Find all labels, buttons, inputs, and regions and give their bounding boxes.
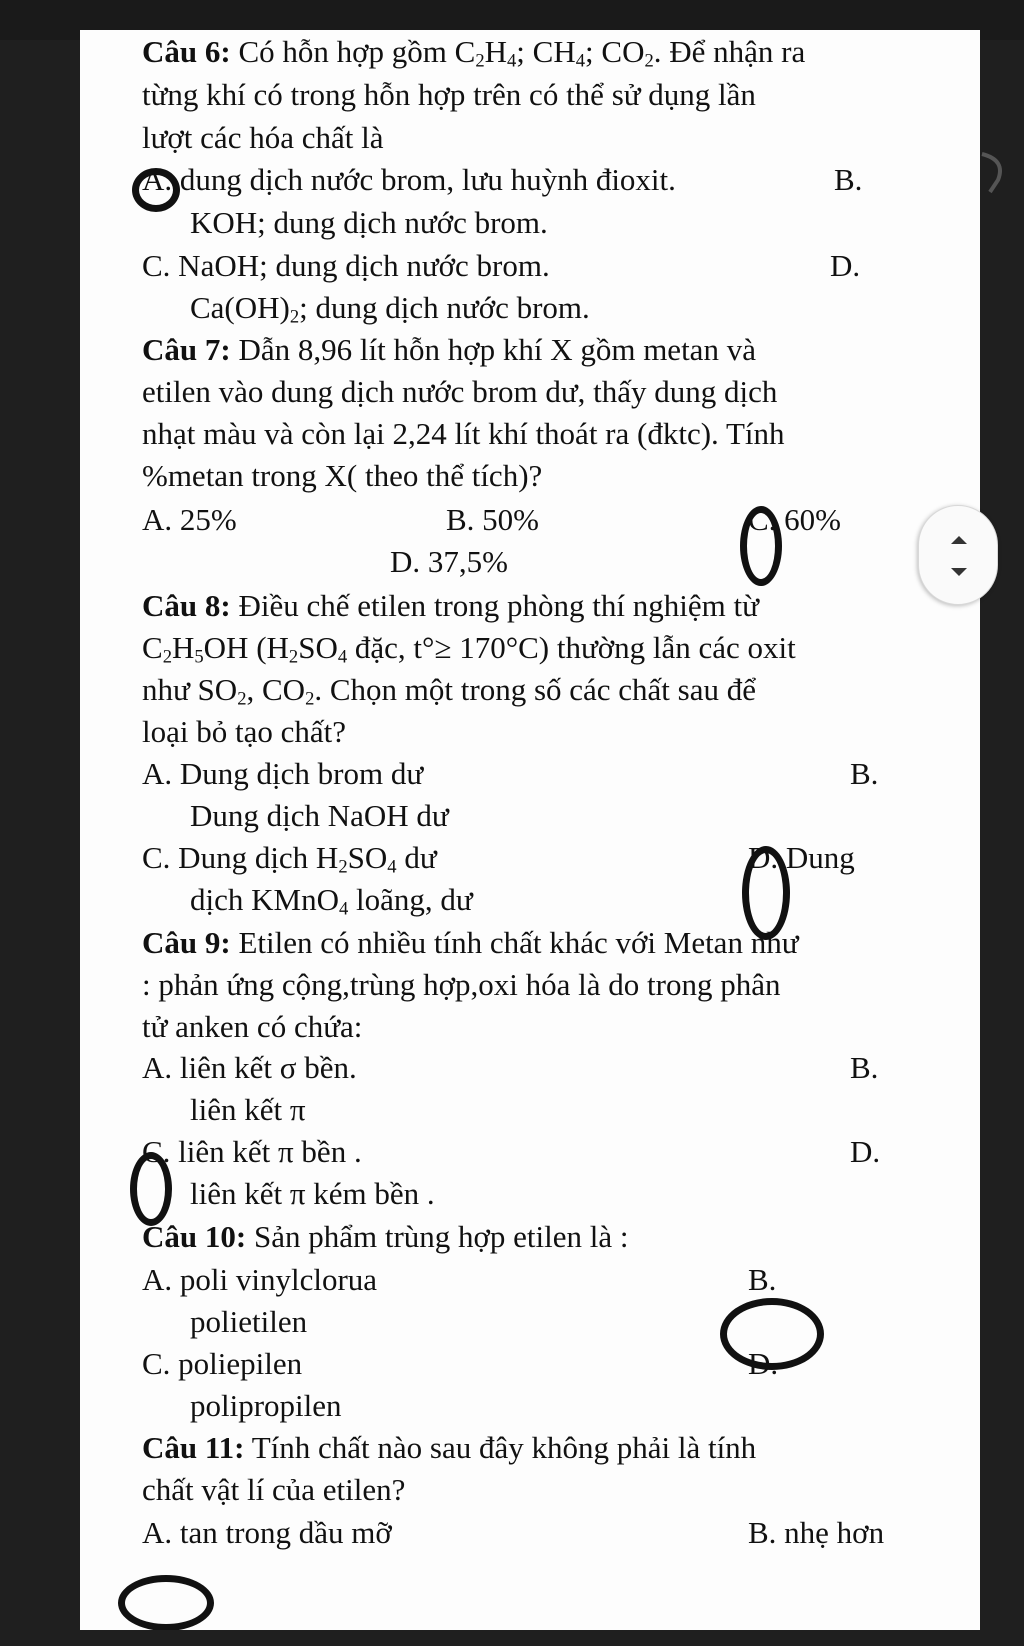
q9-line-1: Câu 9: Etilen có nhiều tính chất khác với Metan như [142,925,799,960]
q9-line-2: : phản ứng cộng,trùng hợp,oxi hóa là do trong phân [142,967,781,1002]
q6-label: Câu 6: [142,34,231,69]
document-page [80,30,980,1630]
q10-option-b-label: B. [748,1262,777,1297]
q9-line-3: tử anken có chứa: [142,1009,363,1044]
q10-label: Câu 10: [142,1219,247,1254]
q6-line-1: Câu 6: Có hỗn hợp gồm $C_2H_4$; $CH_4$; $CO_2$. Để nhận ra [142,34,806,72]
q8-option-b-text: Dung dịch NaOH dư [190,798,449,833]
q6-option-b-label: B. [834,162,863,197]
q9-option-d-text: liên kết π kém bền . [190,1176,435,1211]
q11-option-b: B. nhẹ hơn [748,1515,885,1550]
q11-label: Câu 11: [142,1430,245,1465]
q7-line-3: nhạt màu và còn lại 2,24 lít khí thoát ra (đktc). Tính [142,416,785,451]
q8-line-1: Câu 8: Điều chế etilen trong phòng thí nghiệm từ [142,588,759,623]
q11-line-1: Câu 11: Tính chất nào sau đây không phải là tính [142,1430,757,1465]
q6-option-b-text: KOH; dung dịch nước brom. [190,205,548,240]
q10-option-d-text: polipropilen [190,1388,342,1423]
q9-option-b-label: B. [850,1050,879,1085]
q10-line-1: Câu 10: Sản phẩm trùng hợp etilen là : [142,1219,629,1254]
q9-option-d-label: D. [850,1134,881,1169]
q8-line-3: như $SO_2$, $CO_2$. Chọn một trong số các chất sau để [142,672,757,710]
q11-line-2: chất vật lí của etilen? [142,1472,406,1507]
q8-option-c: C. Dung dịch $H_2SO_4$ dư [142,840,437,878]
q7-option-a: A. 25% [142,502,237,537]
q8-option-b-label: B. [850,756,879,791]
q7-option-c: C. 60% [748,502,841,537]
q8-label: Câu 8: [142,588,231,623]
q7-option-b: B. 50% [446,502,539,537]
scroll-up-down-button[interactable] [918,505,998,605]
q7-line-1: Câu 7: Dẫn 8,96 lít hỗn hợp khí X gồm metan và [142,332,756,367]
q10-option-a: A. poli vinylclorua [142,1262,378,1297]
answer-circle-q11-a [118,1575,214,1630]
q7-option-d: D. 37,5% [390,544,508,579]
up-down-arrows-icon [949,534,969,578]
q9-option-b-text: liên kết π [190,1092,306,1127]
q6-option-a: A. dung dịch nước brom, lưu huỳnh đioxit. [142,162,676,197]
edge-bracket-mark [980,150,1010,200]
q9-option-a: A. liên kết σ bền. [142,1050,357,1085]
q8-option-a: A. Dung dịch brom dư [142,756,424,791]
q8-option-d-label: D. Dung [748,840,855,875]
q6-line-3: lượt các hóa chất là [142,120,384,155]
q7-line-4: %metan trong X( theo thể tích)? [142,458,543,493]
q6-option-c: C. NaOH; dung dịch nước brom. [142,248,550,283]
q6-option-d-text: $Ca(OH)_2$; dung dịch nước brom. [190,290,590,328]
q9-option-c: C. liên kết π bền . [142,1134,362,1169]
q11-option-a: A. tan trong dầu mỡ [142,1515,392,1550]
q7-label: Câu 7: [142,332,231,367]
q8-line-2: $C_2H_5OH$ ($H_2SO_4$ đặc, t°≥ 170°C) thường lẫn các oxit [142,630,796,668]
q6-line-2: từng khí có trong hỗn hợp trên có thể sử dụng lần [142,77,756,112]
q7-line-2: etilen vào dung dịch nước brom dư, thấy dung dịch [142,374,778,409]
q8-option-d-text: dịch KMnO$_4$ loãng, dư [190,882,473,920]
q6-option-d-label: D. [830,248,861,283]
q8-line-4: loại bỏ tạo chất? [142,714,346,749]
q10-option-c: C. poliepilen [142,1346,303,1381]
q9-label: Câu 9: [142,925,231,960]
q10-option-b-text: polietilen [190,1304,308,1339]
q10-option-d-label: D. [748,1346,779,1381]
